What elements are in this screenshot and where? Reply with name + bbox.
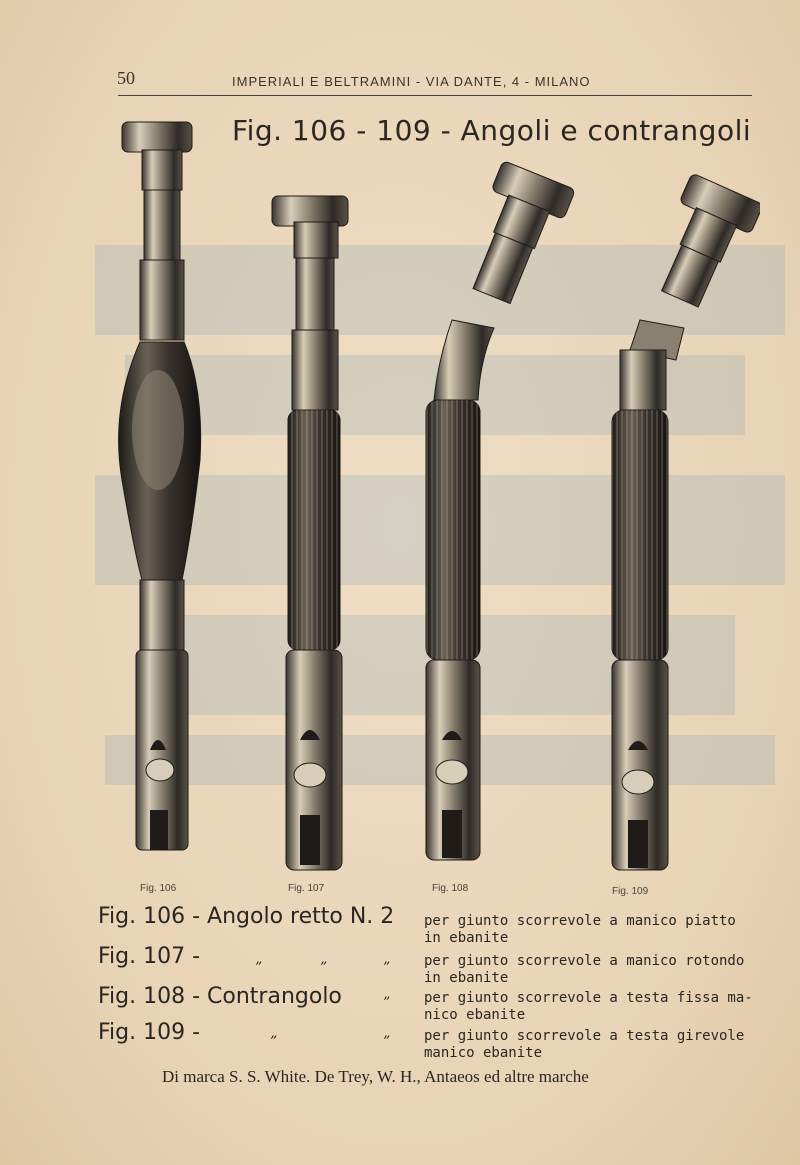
- caption-fig-109: Fig. 109: [612, 886, 649, 897]
- header-rule: [118, 95, 752, 96]
- ditto-mark: ”: [270, 1034, 278, 1050]
- entry-desc-108-line2: nico ebanite: [424, 1007, 526, 1023]
- entry-label-109: Fig. 109 -: [98, 1020, 201, 1045]
- entry-desc-109-line1: per giunto scorrevole a testa girevole: [424, 1028, 745, 1044]
- ditto-mark: ”: [383, 960, 391, 976]
- entry-label-107: Fig. 107 -: [98, 944, 201, 969]
- ditto-mark: ”: [383, 995, 391, 1011]
- entry-desc-107-line1: per giunto scorrevole a manico rotondo: [424, 953, 745, 969]
- entry-desc-107: [424, 953, 744, 987]
- caption-fig-106: Fig. 106: [140, 883, 177, 894]
- caption-fig-108: Fig. 108: [432, 883, 469, 894]
- ditto-mark: ”: [255, 960, 263, 976]
- entry-label-108: Fig. 108 - Contrangolo: [98, 984, 342, 1009]
- entry-desc-108-line1: per giunto scorrevole a testa fissa ma-: [424, 990, 753, 1006]
- fig-107-handpiece: [272, 196, 348, 870]
- entry-desc-106-line1: per giunto scorrevole a manico piatto: [424, 913, 736, 929]
- fig-106-handpiece: [119, 122, 201, 850]
- brands-footer: Di marca S. S. White. De Trey, W. H., Antaeos ed altre marche: [162, 1067, 589, 1086]
- entry-desc-107-line2: in ebanite: [424, 970, 509, 986]
- ditto-mark: ”: [383, 1034, 391, 1050]
- fig-108-handpiece: [426, 161, 575, 860]
- caption-fig-107: Fig. 107: [288, 883, 325, 894]
- page-header: IMPERIALI E BELTRAMINI - VIA DANTE, 4 - MILANO: [232, 74, 591, 89]
- fig-109-handpiece: [612, 173, 760, 870]
- entry-desc-106: [424, 913, 736, 947]
- handpiece-illustrations: [100, 110, 760, 890]
- figure-title: Fig. 106 - 109 - Angoli e contrangoli: [232, 114, 752, 147]
- page-number: 50: [117, 68, 135, 88]
- entry-desc-108: [424, 990, 753, 1024]
- ditto-mark: ”: [320, 960, 328, 976]
- entry-desc-109: [424, 1028, 744, 1062]
- entry-label-106: Fig. 106 - Angolo retto N. 2: [98, 904, 395, 929]
- entry-desc-109-line2: manico ebanite: [424, 1045, 543, 1061]
- entry-desc-106-line2: in ebanite: [424, 930, 509, 946]
